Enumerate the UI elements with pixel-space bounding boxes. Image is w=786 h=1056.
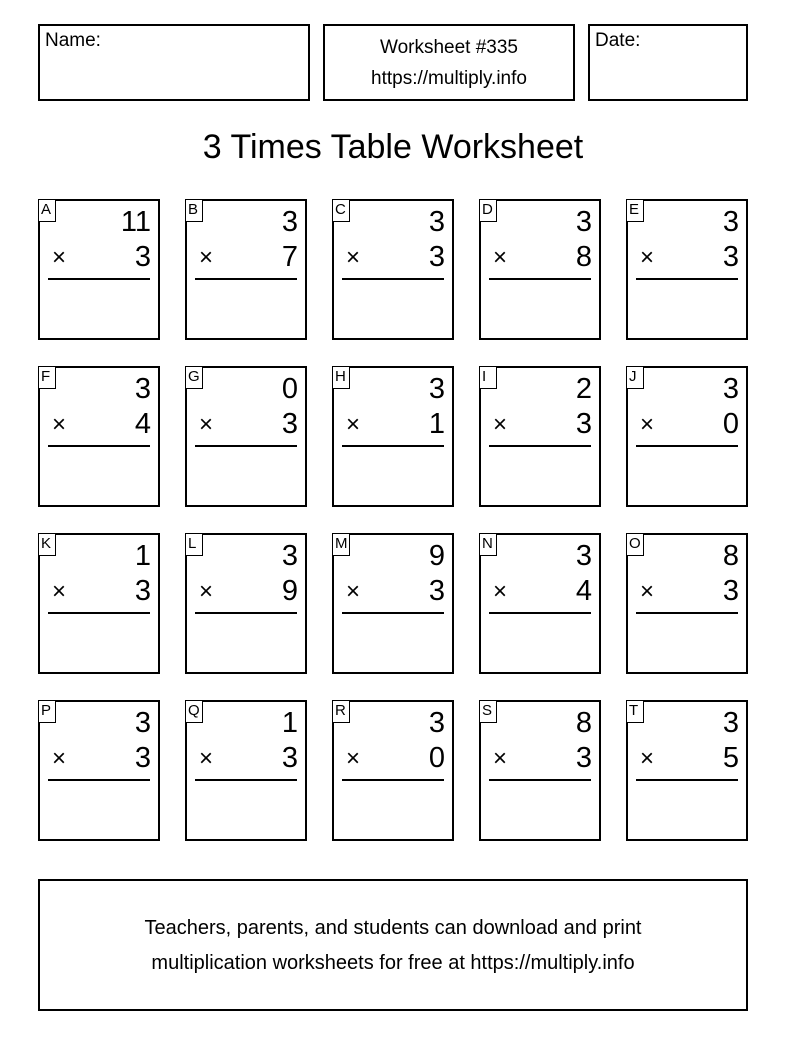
footer-box bbox=[38, 879, 748, 1011]
problem-card bbox=[185, 533, 307, 674]
footer-line-1: Teachers, parents, and students can download and print bbox=[144, 917, 642, 939]
answer-line bbox=[489, 779, 591, 781]
problem-card bbox=[626, 366, 748, 507]
answer-line bbox=[48, 278, 150, 280]
multiplicand: 3 bbox=[281, 206, 298, 238]
multiplier: 3 bbox=[134, 575, 151, 607]
problem-letter: H bbox=[332, 366, 350, 389]
multiplicand: 3 bbox=[722, 707, 739, 739]
answer-line bbox=[342, 612, 444, 614]
problem-card bbox=[332, 700, 454, 841]
problem-letter: Q bbox=[185, 700, 203, 723]
multiplier: 0 bbox=[722, 408, 739, 440]
problem-card bbox=[185, 199, 307, 340]
multiplier: 4 bbox=[134, 408, 151, 440]
problem-card bbox=[479, 533, 601, 674]
problem-card bbox=[332, 199, 454, 340]
name-label: Name: bbox=[45, 30, 101, 51]
answer-line bbox=[195, 278, 297, 280]
multiplicand: 3 bbox=[281, 540, 298, 572]
multiplicand: 3 bbox=[575, 540, 592, 572]
multiplier: 8 bbox=[575, 241, 592, 273]
multiplier: 3 bbox=[575, 742, 592, 774]
page-title: 3 Times Table Worksheet bbox=[202, 128, 584, 166]
answer-line bbox=[342, 445, 444, 447]
multiplier: 3 bbox=[575, 408, 592, 440]
problem-letter: N bbox=[479, 533, 497, 556]
answer-line bbox=[195, 612, 297, 614]
answer-line bbox=[342, 278, 444, 280]
times-symbol: × bbox=[493, 411, 508, 438]
answer-line bbox=[48, 612, 150, 614]
date-label: Date: bbox=[595, 30, 641, 51]
answer-line bbox=[489, 278, 591, 280]
problem-card bbox=[479, 700, 601, 841]
answer-line bbox=[195, 779, 297, 781]
problem-letter: B bbox=[185, 199, 203, 222]
times-symbol: × bbox=[493, 745, 508, 772]
multiplier: 3 bbox=[428, 241, 445, 273]
multiplicand: 0 bbox=[281, 373, 298, 405]
problem-card bbox=[185, 700, 307, 841]
multiplier: 3 bbox=[281, 742, 298, 774]
problem-letter: F bbox=[38, 366, 56, 389]
times-symbol: × bbox=[346, 411, 361, 438]
times-symbol: × bbox=[640, 745, 655, 772]
problem-letter: O bbox=[626, 533, 644, 556]
problem-letter: M bbox=[332, 533, 350, 556]
multiplier: 3 bbox=[281, 408, 298, 440]
answer-line bbox=[342, 779, 444, 781]
problem-card bbox=[626, 199, 748, 340]
problem-card bbox=[626, 533, 748, 674]
problem-letter: A bbox=[38, 199, 56, 222]
multiplier: 1 bbox=[428, 408, 445, 440]
problem-letter: I bbox=[479, 366, 497, 389]
times-symbol: × bbox=[346, 745, 361, 772]
multiplier: 7 bbox=[281, 241, 298, 273]
footer-line-2: multiplication worksheets for free at https://multiply.info bbox=[151, 952, 635, 974]
multiplicand: 3 bbox=[722, 373, 739, 405]
problem-letter: E bbox=[626, 199, 644, 222]
answer-line bbox=[48, 779, 150, 781]
times-symbol: × bbox=[199, 578, 214, 605]
multiplier: 3 bbox=[428, 575, 445, 607]
times-symbol: × bbox=[493, 244, 508, 271]
problem-letter: C bbox=[332, 199, 350, 222]
problem-letter: L bbox=[185, 533, 203, 556]
answer-line bbox=[489, 445, 591, 447]
worksheet-url[interactable]: https://multiply.info bbox=[371, 68, 527, 89]
answer-line bbox=[636, 445, 738, 447]
multiplicand: 8 bbox=[575, 707, 592, 739]
problem-letter: K bbox=[38, 533, 56, 556]
multiplicand: 3 bbox=[428, 373, 445, 405]
multiplier: 0 bbox=[428, 742, 445, 774]
times-symbol: × bbox=[640, 578, 655, 605]
multiplier: 3 bbox=[134, 742, 151, 774]
problem-letter: R bbox=[332, 700, 350, 723]
multiplicand: 3 bbox=[722, 206, 739, 238]
multiplicand: 9 bbox=[428, 540, 445, 572]
multiplicand: 3 bbox=[134, 373, 151, 405]
times-symbol: × bbox=[346, 244, 361, 271]
answer-line bbox=[636, 779, 738, 781]
answer-line bbox=[48, 445, 150, 447]
problem-card bbox=[185, 366, 307, 507]
worksheet-number: Worksheet #335 bbox=[379, 37, 518, 58]
multiplicand: 3 bbox=[575, 206, 592, 238]
problem-letter: J bbox=[626, 366, 644, 389]
multiplier: 3 bbox=[722, 575, 739, 607]
answer-line bbox=[195, 445, 297, 447]
problem-card bbox=[38, 199, 160, 340]
answer-line bbox=[636, 278, 738, 280]
multiplicand: 3 bbox=[428, 206, 445, 238]
name-field[interactable] bbox=[38, 24, 310, 101]
multiplicand: 3 bbox=[428, 707, 445, 739]
times-symbol: × bbox=[52, 411, 67, 438]
multiplier: 5 bbox=[722, 742, 739, 774]
problem-letter: T bbox=[626, 700, 644, 723]
problem-card bbox=[38, 533, 160, 674]
date-field[interactable] bbox=[588, 24, 748, 101]
times-symbol: × bbox=[199, 244, 214, 271]
times-symbol: × bbox=[52, 244, 67, 271]
times-symbol: × bbox=[493, 578, 508, 605]
multiplicand: 3 bbox=[134, 707, 151, 739]
answer-line bbox=[489, 612, 591, 614]
times-symbol: × bbox=[199, 745, 214, 772]
problem-card bbox=[38, 700, 160, 841]
times-symbol: × bbox=[199, 411, 214, 438]
worksheet-info-box bbox=[323, 24, 575, 101]
times-symbol: × bbox=[346, 578, 361, 605]
problem-card bbox=[479, 366, 601, 507]
problem-card bbox=[332, 533, 454, 674]
problem-card bbox=[479, 199, 601, 340]
multiplicand: 11 bbox=[120, 206, 151, 238]
multiplicand: 1 bbox=[134, 540, 151, 572]
multiplicand: 2 bbox=[575, 373, 592, 405]
problem-letter: G bbox=[185, 366, 203, 389]
times-symbol: × bbox=[52, 578, 67, 605]
multiplicand: 8 bbox=[722, 540, 739, 572]
problem-letter: D bbox=[479, 199, 497, 222]
multiplier: 3 bbox=[722, 241, 739, 273]
multiplier: 4 bbox=[575, 575, 592, 607]
problem-letter: S bbox=[479, 700, 497, 723]
times-symbol: × bbox=[640, 244, 655, 271]
problem-letter: P bbox=[38, 700, 56, 723]
multiplier: 3 bbox=[134, 241, 151, 273]
times-symbol: × bbox=[640, 411, 655, 438]
multiplier: 9 bbox=[281, 575, 298, 607]
problem-card bbox=[38, 366, 160, 507]
problem-card bbox=[626, 700, 748, 841]
answer-line bbox=[636, 612, 738, 614]
times-symbol: × bbox=[52, 745, 67, 772]
multiplicand: 1 bbox=[281, 707, 298, 739]
problem-card bbox=[332, 366, 454, 507]
